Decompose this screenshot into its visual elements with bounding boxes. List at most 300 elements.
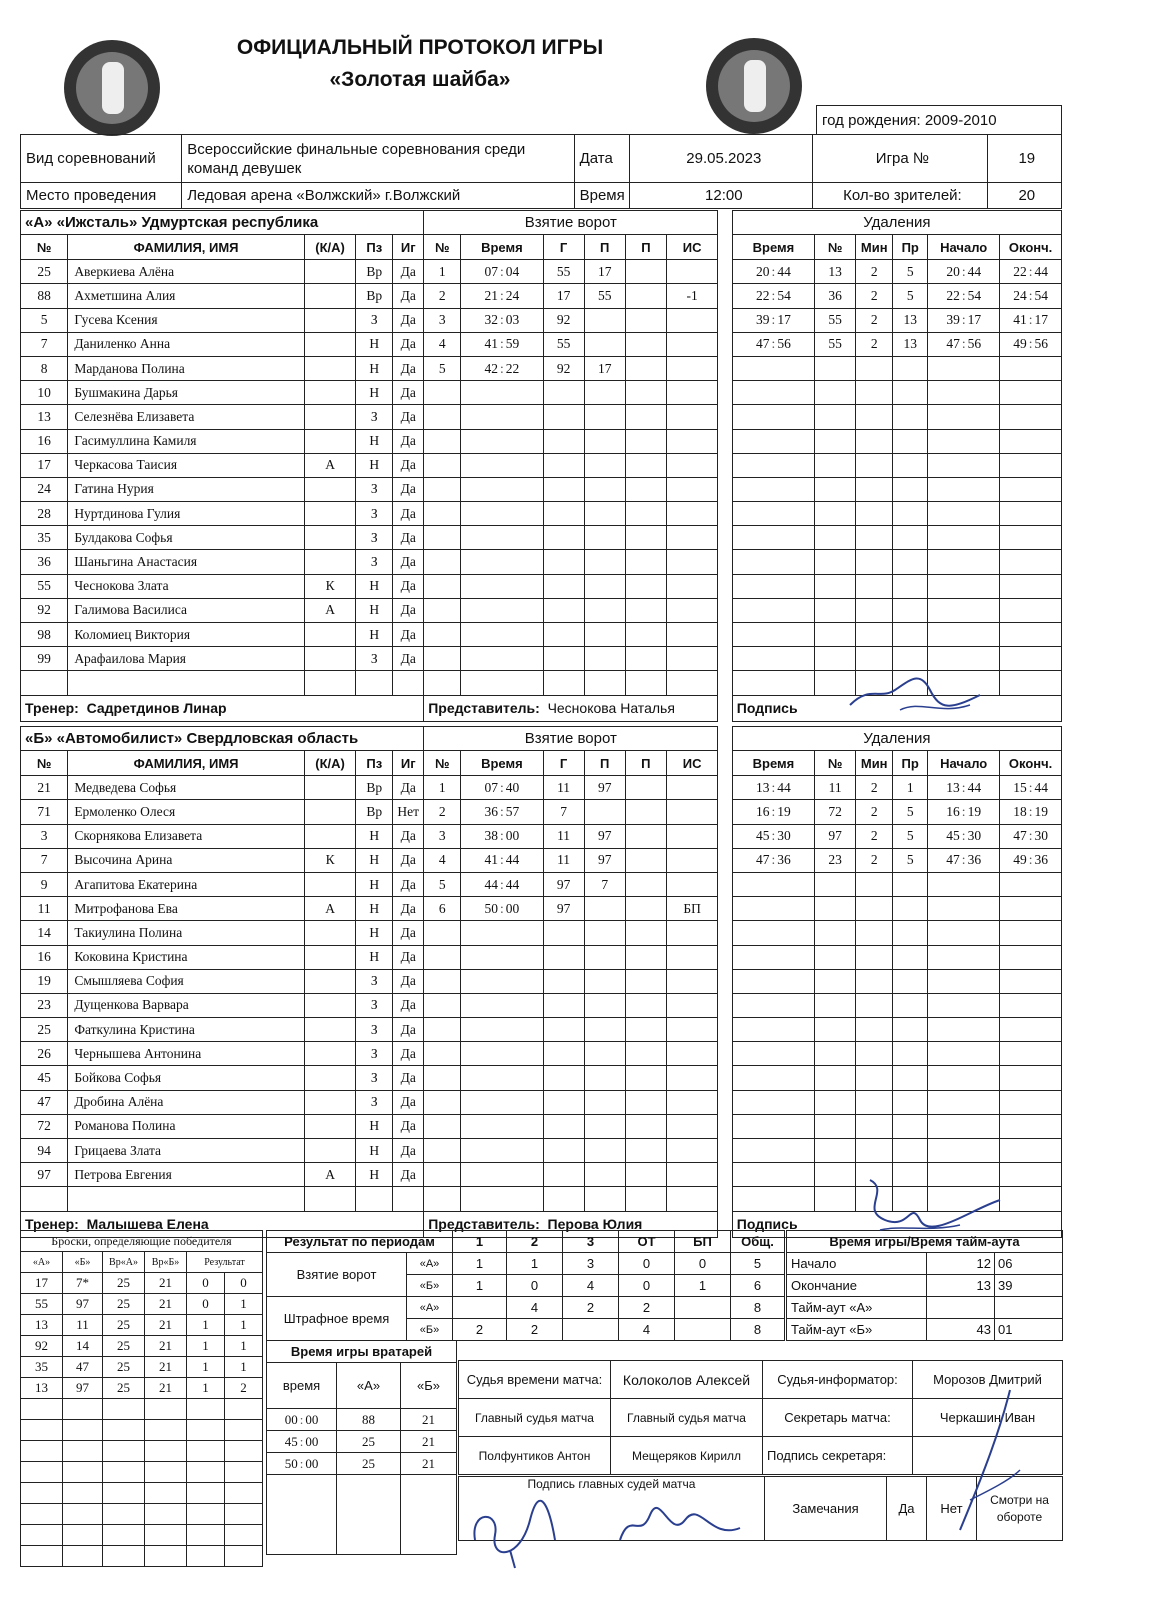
team-b-player-cell: Грицаева Злата: [68, 1139, 305, 1163]
shootout-header: «Б»: [63, 1252, 103, 1273]
team-b-player-cell: 26: [21, 1042, 68, 1066]
goals-a-total: 5: [731, 1253, 785, 1275]
team-a-header-name: ФАМИЛИЯ, ИМЯ: [68, 235, 305, 260]
shootout-cell: 1: [187, 1336, 225, 1357]
team-a-goal-cell: [584, 332, 625, 356]
team-b-player-cell: 7: [21, 848, 68, 872]
table-row: [21, 453, 1062, 477]
team-a-player-cell: З: [356, 647, 393, 671]
team-a-player-cell: [304, 623, 355, 647]
team-a-goal-cell: [625, 260, 666, 284]
pen-a-p3: 2: [563, 1297, 619, 1319]
team-a-header-start: Начало: [928, 235, 1000, 260]
team-a-header-ig: Иг: [393, 235, 424, 260]
table-row: [21, 623, 1062, 647]
page-title: ОФИЦИАЛЬНЫЙ ПРОТОКОЛ ИГРЫ: [236, 36, 604, 59]
chief2-name: Мещеряков Кирилл: [611, 1437, 763, 1475]
team-a-penalty-reason: 5: [893, 284, 928, 308]
goals-b-p2: 0: [507, 1275, 563, 1297]
timeout-title: Время игры/Время тайм-аута: [787, 1231, 1063, 1253]
team-b-player-cell: Да: [393, 848, 424, 872]
team-b-player-cell: Да: [393, 1114, 424, 1138]
chief1-label: Главный судья матча: [459, 1399, 611, 1437]
team-a-player-cell: Да: [393, 574, 424, 598]
goals-team-a: «А»: [407, 1253, 453, 1275]
table-row: [267, 1453, 457, 1475]
team-b-player-cell: Романова Полина: [68, 1114, 305, 1138]
team-a-player-cell: Булдакова Софья: [68, 526, 305, 550]
team-a-penalty-time: 39 : 17: [732, 308, 814, 332]
team-b-player-cell: Вр: [356, 776, 393, 800]
team-a-goal-time: 42 : 22: [461, 356, 543, 380]
signature-coach-b-icon: [850, 1170, 1010, 1240]
table-row: [21, 921, 1062, 945]
shootout-cell: 97: [63, 1378, 103, 1399]
team-b-penalty-time: 13 : 44: [732, 776, 814, 800]
team-a-block: [20, 210, 1062, 722]
team-b-goal-time: 36 : 57: [461, 800, 543, 824]
table-row: [21, 308, 1062, 332]
team-a-goal-cell: 92: [543, 356, 584, 380]
pen-a-bp: [675, 1297, 731, 1319]
table-row: [21, 550, 1062, 574]
pen-b-p1: 2: [453, 1319, 507, 1341]
team-b-header-start: Начало: [928, 751, 1000, 776]
table-row: [21, 1042, 1062, 1066]
shootout-cell: 92: [21, 1336, 63, 1357]
team-a-goal-cell: 3: [424, 308, 461, 332]
team-a-player-cell: З: [356, 550, 393, 574]
table-row: [21, 1018, 1062, 1042]
team-b-player-cell: Да: [393, 1018, 424, 1042]
team-b-header-p2: П: [625, 751, 666, 776]
table-row: [21, 356, 1062, 380]
team-b-penalty-time: 47 : 36: [732, 848, 814, 872]
team-a-header-p2: П: [625, 235, 666, 260]
team-b-goal-cell: БП: [666, 897, 717, 921]
team-a-player-cell: Да: [393, 502, 424, 526]
team-b-player-cell: Митрофанова Ева: [68, 897, 305, 921]
game-value: 19: [987, 135, 1061, 183]
team-b-goal-cell: 5: [424, 872, 461, 896]
table-row: [267, 1409, 457, 1431]
team-a-player-cell: Да: [393, 284, 424, 308]
time-label: Время: [574, 183, 630, 209]
team-b-player-cell: Да: [393, 1163, 424, 1187]
team-b-penalty-no: 72: [815, 800, 856, 824]
timeout-b-hour: 43: [927, 1319, 995, 1341]
team-b-player-cell: 9: [21, 872, 68, 896]
team-b-goal-cell: [666, 800, 717, 824]
team-b-goal-cell: [625, 872, 666, 896]
team-a-goal-cell: 5: [424, 356, 461, 380]
team-a-goal-cell: [584, 308, 625, 332]
team-a-player-cell: 7: [21, 332, 68, 356]
team-b-header-pno: №: [815, 751, 856, 776]
team-a-penalty-start: 47 : 56: [928, 332, 1000, 356]
team-b-player-cell: [304, 993, 355, 1017]
timekeeper-name: Колоколов Алексей: [611, 1361, 763, 1399]
pen-a-p1: [453, 1297, 507, 1319]
team-b-player-cell: 71: [21, 800, 68, 824]
team-b-goal-cell: [625, 824, 666, 848]
team-a-header-no: №: [21, 235, 68, 260]
team-b-player-cell: З: [356, 969, 393, 993]
table-row: [21, 993, 1062, 1017]
signature-chief-1-icon: [460, 1490, 570, 1570]
team-a-player-cell: 25: [21, 260, 68, 284]
team-b-goal-cell: 4: [424, 848, 461, 872]
team-a-player-cell: [304, 260, 355, 284]
team-a-player-cell: [393, 671, 424, 695]
team-b-header-pr: Пр: [893, 751, 928, 776]
team-a-player-cell: Гатина Нурия: [68, 477, 305, 501]
team-a-sign-label: Подпись: [732, 695, 1061, 721]
team-b-player-cell: [304, 945, 355, 969]
informer-name: Морозов Дмитрий: [913, 1361, 1063, 1399]
team-a-player-cell: К: [304, 574, 355, 598]
team-b-player-cell: 19: [21, 969, 68, 993]
team-b-goal-cell: 97: [584, 824, 625, 848]
shootout-cell: 14: [63, 1336, 103, 1357]
team-a-header-ptime: Время: [732, 235, 814, 260]
see-back: Смотри на обороте: [977, 1477, 1063, 1541]
team-b-goal-cell: [625, 848, 666, 872]
team-b-header-ptime: Время: [732, 751, 814, 776]
birth-year: год рождения: 2009-2010: [817, 106, 1062, 135]
team-a-goal-cell: 92: [543, 308, 584, 332]
team-b-player-cell: [304, 1066, 355, 1090]
shootout-cell: 21: [145, 1294, 187, 1315]
team-a-goal-cell: [625, 284, 666, 308]
signature-coach-a-icon: [840, 660, 990, 720]
place-label: Место проведения: [21, 183, 182, 209]
team-b-penalty-min: 2: [856, 824, 893, 848]
team-b-goal-cell: 3: [424, 824, 461, 848]
shootout-cell: 55: [21, 1294, 63, 1315]
team-b-goal-cell: [625, 776, 666, 800]
team-b-player-cell: З: [356, 1042, 393, 1066]
team-a-penalties-title: Удаления: [732, 211, 1061, 235]
team-b-player-cell: Такиулина Полина: [68, 921, 305, 945]
team-b-player-cell: Да: [393, 1042, 424, 1066]
team-b-header-g: Г: [543, 751, 584, 776]
comp-label: Вид соревнований: [21, 135, 182, 183]
team-b-penalty-start: 47 : 36: [928, 848, 1000, 872]
team-a-player-cell: [304, 429, 355, 453]
team-b-player-cell: 72: [21, 1114, 68, 1138]
team-b-player-cell: З: [356, 993, 393, 1017]
pen-team-b: «Б»: [407, 1319, 453, 1341]
team-a-penalty-start: 22 : 54: [928, 284, 1000, 308]
goals-a-p1: 1: [453, 1253, 507, 1275]
team-b-player-cell: А: [304, 1163, 355, 1187]
team-a-player-cell: Галимова Василиса: [68, 598, 305, 622]
team-b-header-ig: Иг: [393, 751, 424, 776]
team-b-player-cell: Да: [393, 824, 424, 848]
team-a-goal-cell: [625, 356, 666, 380]
spectators-value: 20: [987, 183, 1061, 209]
team-b-player-cell: [304, 824, 355, 848]
team-b-goal-cell: [584, 897, 625, 921]
team-a-player-cell: З: [356, 308, 393, 332]
header-info-table: [20, 134, 1062, 209]
period-hbp: БП: [675, 1231, 731, 1253]
shootout-header: Вр«Б»: [145, 1252, 187, 1273]
team-b-penalty-end: 49 : 36: [1000, 848, 1062, 872]
shootout-header: Вр«А»: [103, 1252, 145, 1273]
team-a-player-cell: Да: [393, 526, 424, 550]
team-a-goal-time: 41 : 59: [461, 332, 543, 356]
goalie-table: [266, 1340, 457, 1555]
team-a-player-cell: З: [356, 526, 393, 550]
team-b-penalties-title: Удаления: [732, 727, 1061, 751]
team-a-player-cell: Вр: [356, 284, 393, 308]
team-a-player-cell: Да: [393, 308, 424, 332]
team-a-player-cell: Черкасова Таисия: [68, 453, 305, 477]
team-b-player-cell: [304, 872, 355, 896]
team-b-player-cell: Н: [356, 1163, 393, 1187]
team-b-penalty-min: 2: [856, 800, 893, 824]
goals-row-label: Взятие ворот: [267, 1253, 407, 1297]
team-b-penalty-reason: 5: [893, 824, 928, 848]
team-b-player-cell: Н: [356, 1139, 393, 1163]
team-b-player-cell: 3: [21, 824, 68, 848]
team-a-goal-cell: 1: [424, 260, 461, 284]
team-b-penalty-no: 97: [815, 824, 856, 848]
team-b-goal-cell: 2: [424, 800, 461, 824]
team-a-player-cell: Гусева Ксения: [68, 308, 305, 332]
period-hot: ОТ: [619, 1231, 675, 1253]
table-row: [21, 574, 1062, 598]
team-a-header-time: Время: [461, 235, 543, 260]
team-b-player-cell: Петрова Евгения: [68, 1163, 305, 1187]
team-b-goals-title: Взятие ворот: [424, 727, 718, 751]
timeout-a-label: Тайм-аут «А»: [787, 1297, 927, 1319]
period-htotal: Общ.: [731, 1231, 785, 1253]
team-b-penalty-start: 16 : 19: [928, 800, 1000, 824]
team-a-goal-cell: [666, 356, 717, 380]
team-b-goal-cell: 97: [543, 897, 584, 921]
secretary-sign-label: Подпись секретаря:: [763, 1437, 913, 1475]
end-hour: 13: [927, 1275, 995, 1297]
goals-a-p2: 1: [507, 1253, 563, 1275]
team-a-player-cell: [356, 671, 393, 695]
team-b-player-cell: Медведева Софья: [68, 776, 305, 800]
team-b-header-name: ФАМИЛИЯ, ИМЯ: [68, 751, 305, 776]
team-a-player-cell: Да: [393, 598, 424, 622]
team-a-penalty-reason: 13: [893, 332, 928, 356]
goalie-b: 21: [401, 1409, 457, 1431]
team-a-header-gno: №: [424, 235, 461, 260]
pen-b-total: 8: [731, 1319, 785, 1341]
shootout-title: Броски, определяющие победителя: [21, 1231, 263, 1252]
chief-sign-label: Подпись главных судей матча: [459, 1477, 765, 1541]
team-a-goal-cell: [666, 332, 717, 356]
goalie-a: 25: [337, 1453, 401, 1475]
team-b-player-cell: Да: [393, 969, 424, 993]
team-a-header-p1: П: [584, 235, 625, 260]
team-a-player-cell: 55: [21, 574, 68, 598]
team-a-goal-cell: 17: [584, 356, 625, 380]
team-b-player-cell: [304, 1114, 355, 1138]
table-row: [21, 429, 1062, 453]
team-a-player-cell: Да: [393, 550, 424, 574]
period-h1: 1: [453, 1231, 507, 1253]
table-row: [21, 1378, 263, 1399]
goalie-h-a: «А»: [337, 1363, 401, 1409]
team-a-player-cell: Чеснокова Злата: [68, 574, 305, 598]
team-a-penalty-min: 2: [856, 284, 893, 308]
team-a-player-cell: Шаньгина Анастасия: [68, 550, 305, 574]
team-b-player-cell: Ермоленко Олеся: [68, 800, 305, 824]
table-row: [21, 477, 1062, 501]
team-b-goal-time: 41 : 44: [461, 848, 543, 872]
table-row: [21, 284, 1062, 308]
team-a-player-cell: 17: [21, 453, 68, 477]
team-a-player-cell: 28: [21, 502, 68, 526]
team-b-player-cell: Дробина Алёна: [68, 1090, 305, 1114]
time-value: 12:00: [630, 183, 813, 209]
pen-b-ot: 4: [619, 1319, 675, 1341]
team-b-penalty-reason: 5: [893, 848, 928, 872]
team-a-penalty-start: 39 : 17: [928, 308, 1000, 332]
date-label: Дата: [574, 135, 630, 183]
team-b-coach: Тренер: Малышева Елена: [21, 1211, 424, 1237]
team-a-player-cell: З: [356, 502, 393, 526]
team-b-player-cell: [21, 1187, 68, 1211]
team-a-player-cell: А: [304, 453, 355, 477]
team-b-goal-cell: 6: [424, 897, 461, 921]
team-a-player-cell: [304, 284, 355, 308]
secretary-label: Секретарь матча:: [763, 1399, 913, 1437]
team-b-goal-cell: [584, 800, 625, 824]
team-a-player-cell: [304, 671, 355, 695]
timeout-b-label: Тайм-аут «Б»: [787, 1319, 927, 1341]
team-a-player-cell: [304, 381, 355, 405]
goalie-h-b: «Б»: [401, 1363, 457, 1409]
team-b-player-cell: Да: [393, 993, 424, 1017]
pen-b-bp: [675, 1319, 731, 1341]
team-a-penalty-min: 2: [856, 332, 893, 356]
team-b-player-cell: Скорнякова Елизавета: [68, 824, 305, 848]
team-b-player-cell: [304, 1139, 355, 1163]
team-a-player-cell: А: [304, 598, 355, 622]
team-a-goal-cell: [625, 332, 666, 356]
team-a-player-cell: Ахметшина Алия: [68, 284, 305, 308]
table-row: [21, 969, 1062, 993]
team-b-player-cell: Н: [356, 897, 393, 921]
table-row: [21, 332, 1062, 356]
team-a-coach: Тренер: Садретдинов Линар: [21, 695, 424, 721]
team-a-penalty-start: 20 : 44: [928, 260, 1000, 284]
table-row: [21, 1294, 263, 1315]
end-label: Окончание: [787, 1275, 927, 1297]
team-a-player-cell: Н: [356, 356, 393, 380]
team-a-player-cell: Да: [393, 405, 424, 429]
team-a-header-end: Оконч.: [1000, 235, 1062, 260]
team-a-player-cell: 92: [21, 598, 68, 622]
team-a-player-cell: 35: [21, 526, 68, 550]
team-a-penalty-reason: 5: [893, 260, 928, 284]
team-a-goal-cell: [666, 308, 717, 332]
table-row: [21, 1357, 263, 1378]
team-a-goal-cell: [625, 308, 666, 332]
team-b-header-time: Время: [461, 751, 543, 776]
team-b-player-cell: Да: [393, 872, 424, 896]
team-b-player-cell: [304, 800, 355, 824]
team-b-goal-time: 07 : 40: [461, 776, 543, 800]
team-b-player-cell: Да: [393, 776, 424, 800]
team-b-goal-cell: 97: [584, 848, 625, 872]
team-b-header-end: Оконч.: [1000, 751, 1062, 776]
team-a-player-cell: [21, 671, 68, 695]
goalie-b: 21: [401, 1431, 457, 1453]
team-a-player-cell: 36: [21, 550, 68, 574]
team-a-player-cell: Коломиец Виктория: [68, 623, 305, 647]
shootout-cell: 1: [187, 1378, 225, 1399]
table-row: [21, 1139, 1062, 1163]
chief1-name: Полфунтиков Антон: [459, 1437, 611, 1475]
team-a-rep: Представитель: Чеснокова Наталья: [424, 695, 718, 721]
team-b-player-cell: 94: [21, 1139, 68, 1163]
team-b-goal-cell: 97: [543, 872, 584, 896]
secretary-name: Черкашин Иван: [913, 1399, 1063, 1437]
team-b-player-cell: 23: [21, 993, 68, 1017]
team-b-block: [20, 726, 1062, 1238]
shootout-header: «А»: [21, 1252, 63, 1273]
team-a-player-cell: Марданова Полина: [68, 356, 305, 380]
team-a-player-cell: 16: [21, 429, 68, 453]
team-a-player-cell: [304, 526, 355, 550]
team-a-header-is: ИС: [666, 235, 717, 260]
team-b-penalty-reason: 5: [893, 800, 928, 824]
goals-b-total: 6: [731, 1275, 785, 1297]
shootout-cell: 11: [63, 1315, 103, 1336]
table-row: [21, 598, 1062, 622]
shootout-cell: 2: [225, 1378, 263, 1399]
team-a-player-cell: Н: [356, 429, 393, 453]
team-a-header-ka: (К/А): [304, 235, 355, 260]
periods-title: Результат по периодам: [267, 1231, 453, 1253]
shootout-cell: 21: [145, 1336, 187, 1357]
team-b-penalty-start: 45 : 30: [928, 824, 1000, 848]
team-b-player-cell: Фаткулина Кристина: [68, 1018, 305, 1042]
team-b-title: «Б» «Автомобилист» Свердловская область: [21, 727, 424, 751]
team-b-goal-cell: 11: [543, 824, 584, 848]
shootout-cell: 1: [225, 1315, 263, 1336]
team-a-header-pr: Пр: [893, 235, 928, 260]
team-b-player-cell: 14: [21, 921, 68, 945]
team-b-penalty-min: 2: [856, 776, 893, 800]
team-b-rep: Представитель: Перова Юлия: [424, 1211, 718, 1237]
date-value: 29.05.2023: [630, 135, 813, 183]
table-row: [21, 848, 1062, 872]
team-a-player-cell: [304, 332, 355, 356]
place-value: Ледовая арена «Волжский» г.Волжский: [182, 183, 574, 209]
team-b-player-cell: Н: [356, 848, 393, 872]
team-a-player-cell: Н: [356, 332, 393, 356]
team-b-player-cell: [304, 776, 355, 800]
team-b-goal-cell: 97: [584, 776, 625, 800]
goalie-title: Время игры вратарей: [267, 1341, 457, 1363]
team-a-penalty-time: 22 : 54: [732, 284, 814, 308]
team-b-header-p1: П: [584, 751, 625, 776]
team-b-player-cell: [304, 1042, 355, 1066]
goals-b-p1: 1: [453, 1275, 507, 1297]
team-b-header-is: ИС: [666, 751, 717, 776]
signature-chief-2-icon: [610, 1500, 750, 1550]
